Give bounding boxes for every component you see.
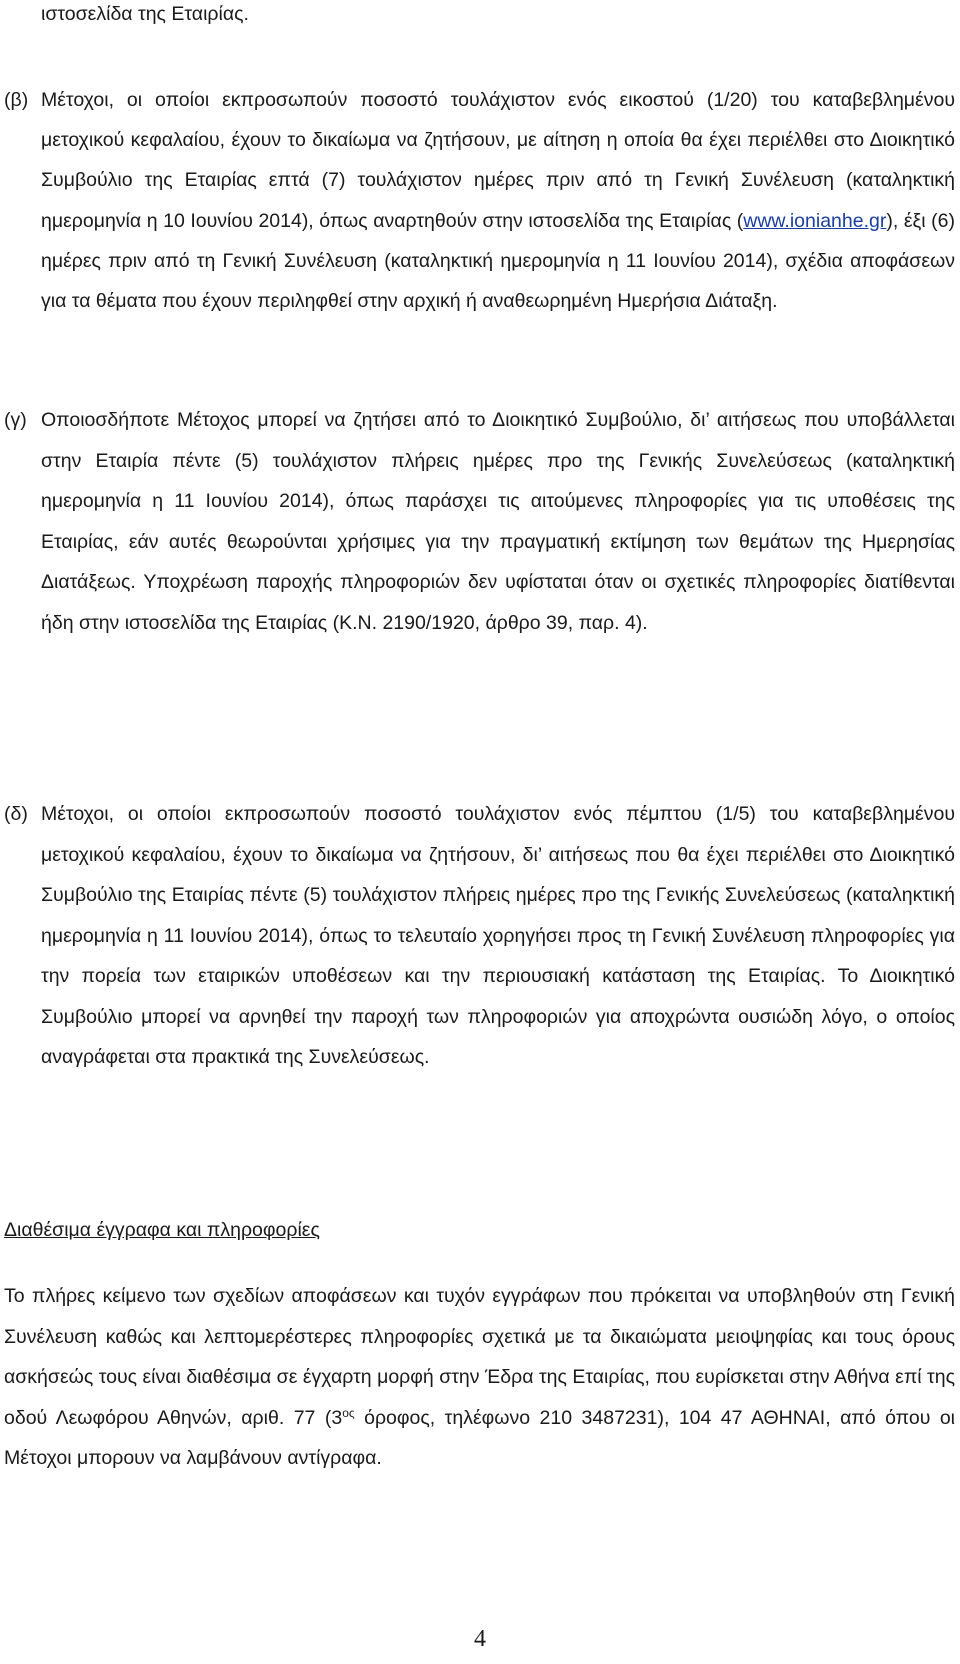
item-b-text-part-2: ), έξι (6) ημέρες πριν από τη Γενική Συνέλευση (καταληκτική ημερομηνία η 11 Ιουνίου 2014), σχέδια αποφάσεων για τα θέματα που έχουν περιληφθεί στην αρχική ή αναθεωρημένη Ημερήσια Διάταξη. xyxy=(41,209,955,313)
list-item-b-text xyxy=(41,80,955,321)
list-marker-g: (γ) xyxy=(4,409,27,431)
list-item-g-text: Οποιοσδήποτε Μέτοχος μπορεί να ζητήσει από το Διοικητικό Συμβούλιο, δι’ αιτήσεως που υποβάλλεται στην Εταιρία πέντε (5) τουλάχιστον πλήρεις ημέρες προ της Γενικής Συνελεύσεως (καταληκτική ημερομηνία η 11 Ιουνίου 2014), όπως παράσχει τις αιτούμενες πληροφορίες για τις υποθέσεις της Εταιρίας, εάν αυτές θεωρούνται χρήσιμες για την πραγματική εκτίμηση των θεμάτων της Ημερησίας Διατάξεως. Υποχρέωση παροχής πληροφοριών δεν υφίσταται όταν οι σχετικές πληροφορίες διατίθενται ήδη στην ιστοσελίδα της Εταιρίας (Κ.Ν. 2190/1920, άρθρο 39, παρ. 4). xyxy=(41,409,955,634)
item-b-text-part-1: Μέτοχοι, οι οποίοι εκπροσωπούν ποσοστό τουλάχιστον ενός εικοστού (1/20) του καταβεβλημένου μετοχικού κεφαλαίου, έχουν το δικαίωμα να ζητήσουν, με αίτηση η οποία θα έχει περιέλθει στο Διοικητικό Συμβούλιο της Εταιρίας επτά (7) τουλάχιστον ημέρες πριν από τη Γενική Συνέλευση (καταληκτική ημερομηνία η 10 Ιουνίου 2014), όπως αναρτηθούν στην ιστοσελίδα της Εταιρίας ( xyxy=(41,89,955,232)
closing-paragraph xyxy=(4,1276,955,1479)
closing-text-part-2: όροφος, τηλέφωνο 210 3487231), 104 47 ΑΘΗΝΑΙ, από όπου οι Μέτοχοι μπορουν να λαμβάνουν αντίγραφα. xyxy=(4,1406,955,1470)
company-website-link[interactable]: www.ionianhe.gr xyxy=(743,209,887,232)
closing-text-part-1: Το πλήρες κείμενο των σχεδίων αποφάσεων και τυχόν εγγράφων που πρόκειται να υποβληθούν στη Γενική Συνέλευση καθώς και λεπτομερέστερες πληροφορίες σχετικά με τα δικαιώματα μειοψηφίας και τους όρους ασκήσεώς τους είναι διαθέσιμα σε έγχαρτη μορφή στην Έδρα της Εταιρίας, που ευρίσκεται στην Αθήνα επί της οδού Λεωφόρου Αθηνών, αριθ. 77 (3 xyxy=(4,1285,955,1429)
page-number: 4 xyxy=(474,1626,486,1652)
continued-text-line: ιστοσελίδα της Εταιρίας. xyxy=(41,3,249,25)
list-marker-d: (δ) xyxy=(4,803,28,825)
floor-ordinal-superscript: ος xyxy=(342,1405,355,1420)
list-marker-b: (β) xyxy=(4,89,29,111)
section-heading: Διαθέσιμα έγγραφα και πληροφορίες xyxy=(4,1219,320,1241)
list-item-d-text: Μέτοχοι, οι οποίοι εκπροσωπούν ποσοστό τουλάχιστον ενός πέμπτου (1/5) του καταβεβλημένου μετοχικού κεφαλαίου, έχουν το δικαίωμα να ζητήσουν, δι’ αιτήσεως που θα έχει περιέλθει στο Διοικητικό Συμβούλιο της Εταιρίας πέντε (5) τουλάχιστον πλήρεις ημέρες προ της Γενικής Συνελεύσεως (καταληκτική ημερομηνία η 11 Ιουνίου 2014), όπως το τελευταίο χορηγήσει προς τη Γενική Συνέλευση πληροφορίες για την πορεία των εταιρικών υποθέσεων και την περιουσιακή κατάσταση της Εταιρίας. Το Διοικητικό Συμβούλιο μπορεί να αρνηθεί την παροχή των πληροφοριών για αποχρώντα ουσιώδη λόγο, ο οποίος αναγράφεται στα πρακτικά της Συνελεύσεως. xyxy=(41,803,955,1068)
